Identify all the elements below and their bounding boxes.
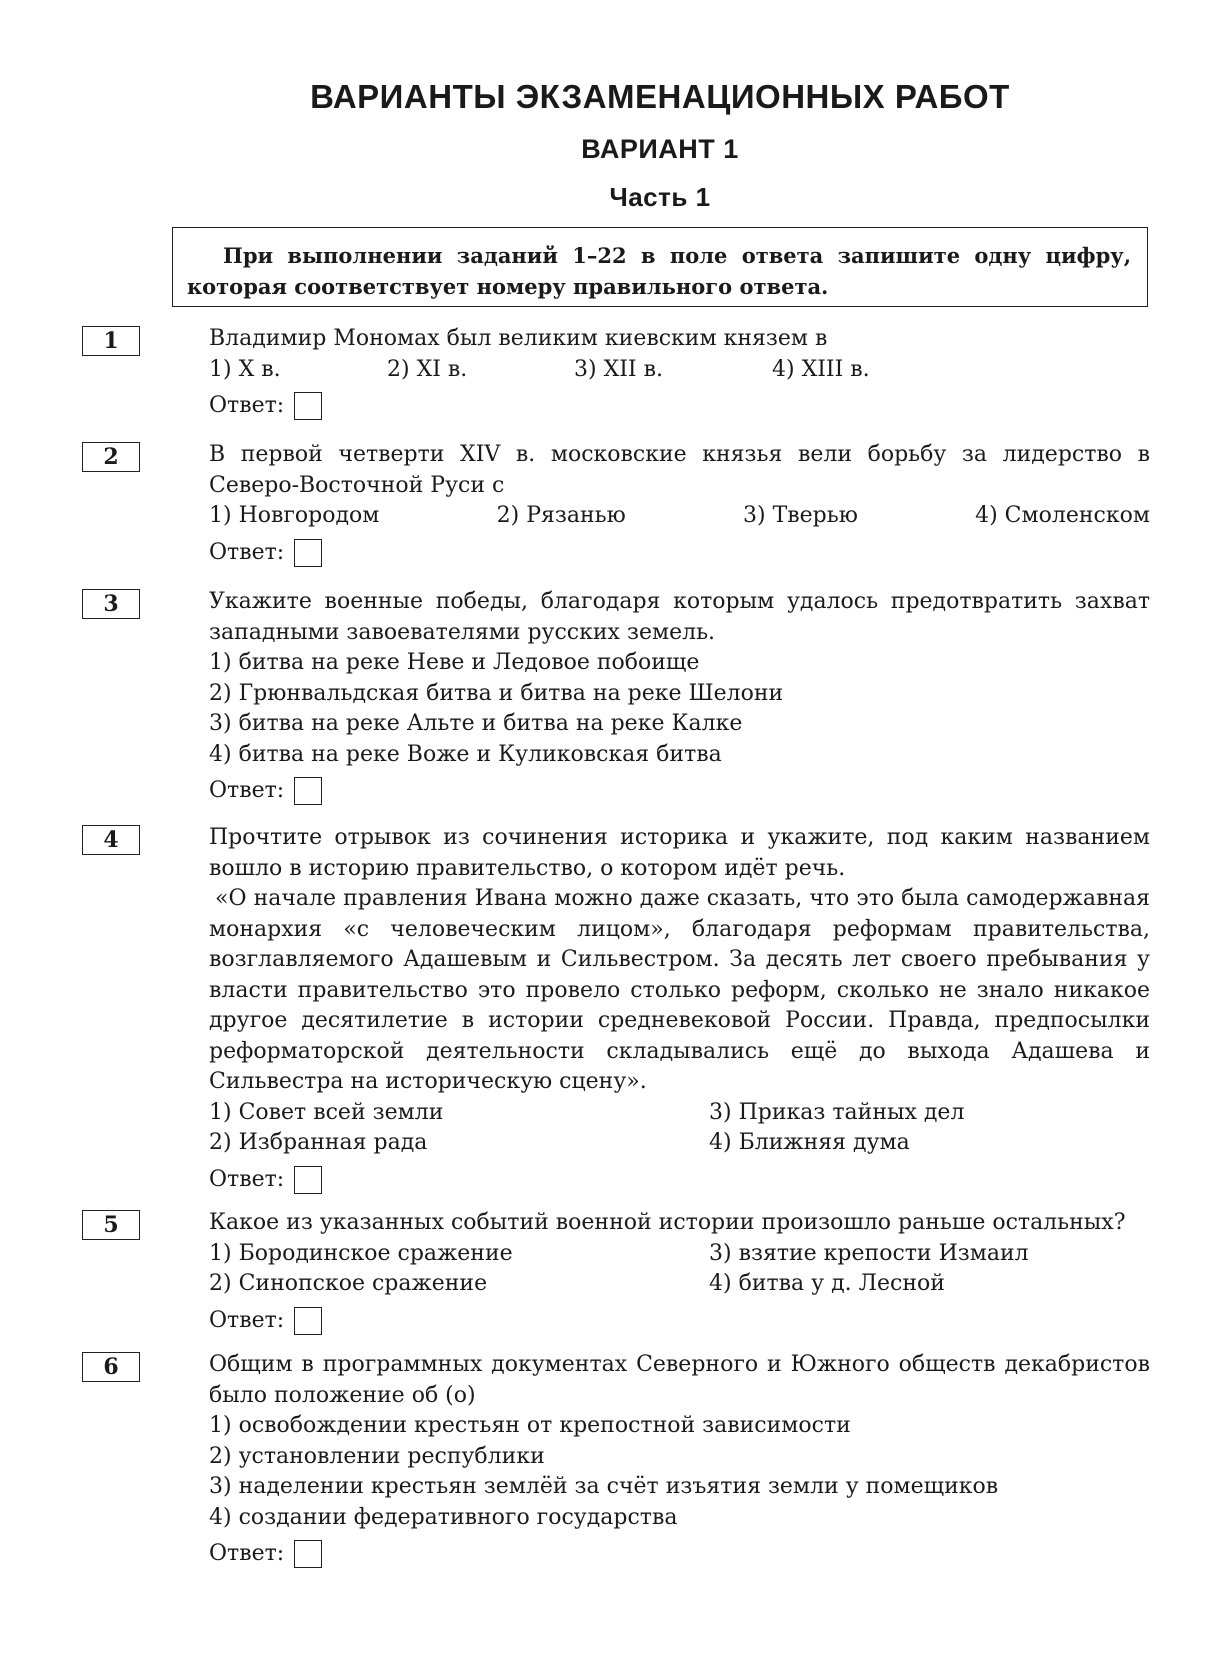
answer-row <box>209 538 1150 569</box>
option: 1) Новгородом <box>209 503 380 528</box>
answer-label: Ответ: <box>209 1166 285 1192</box>
instruction-box <box>172 227 1148 307</box>
answer-label: Ответ: <box>209 778 285 803</box>
task-number: 2 <box>82 442 140 472</box>
question-text: Владимир Мономах был великим киевским князем в <box>209 326 828 351</box>
question-text: Общим в программных документах Северного и Южного обществ декабристов было положение об (о) <box>209 1352 1150 1408</box>
answer-label: Ответ: <box>209 539 285 565</box>
options-row <box>209 501 1150 532</box>
answer-box[interactable] <box>294 1540 322 1568</box>
instruction-text: При выполнении заданий 1–22 в поле ответа запишите одну цифру, которая соответствует номеру правильного ответа. <box>187 243 1131 299</box>
option: 3) битва на реке Альте и битва на реке Калке <box>209 711 743 736</box>
answer-row <box>209 1306 1150 1337</box>
option: 1) Бородинское сражение <box>209 1240 513 1266</box>
task-number: 5 <box>82 1210 140 1240</box>
option: 1) Совет всей земли <box>209 1099 444 1125</box>
task-number: 4 <box>82 825 140 855</box>
option: 2) установлении республики <box>209 1443 545 1469</box>
task-number: 6 <box>82 1352 140 1382</box>
options-row <box>209 355 1150 386</box>
task-number: 1 <box>82 326 140 356</box>
question-text: Какое из указанных событий военной истории произошло раньше остальных? <box>209 1210 1126 1235</box>
answer-label: Ответ: <box>209 1541 285 1566</box>
task-body <box>209 823 1150 1195</box>
answer-row <box>209 1539 1150 1570</box>
option: 4) Ближняя дума <box>709 1130 910 1155</box>
option: 2) Грюнвальдская битва и битва на реке Шелони <box>209 680 784 706</box>
option: 3) XII в. <box>574 356 663 382</box>
option: 1) освобождении крестьян от крепостной зависимости <box>209 1413 851 1438</box>
answer-box[interactable] <box>294 539 322 567</box>
task-body <box>209 587 1150 807</box>
option: 3) наделении крестьян землёй за счёт изъятия земли у помещиков <box>209 1474 999 1499</box>
option: 4) создании федеративного государства <box>209 1504 678 1530</box>
option: 2) Избранная рада <box>209 1130 428 1155</box>
option: 1) битва на реке Неве и Ледовое побоище <box>209 650 700 675</box>
answer-box[interactable] <box>294 392 322 420</box>
answer-box[interactable] <box>294 1307 322 1335</box>
option: 1) X в. <box>209 356 281 382</box>
option: 4) Смоленском <box>975 503 1150 528</box>
options-grid <box>209 1239 1150 1300</box>
task-body <box>209 440 1150 568</box>
answer-row <box>209 776 1150 807</box>
task-number: 3 <box>82 589 140 619</box>
option: 2) Рязанью <box>496 503 626 528</box>
variant-heading: ВАРИАНТ 1 <box>581 134 739 164</box>
option: 4) XIII в. <box>772 356 870 382</box>
historian-quote: «О начале правления Ивана можно даже сказать, что это была самодержавная монархия «с человеческим лицом», благодаря реформам правительства, возглавляемого Адашевым и Сильвестром. За десять лет своего пребывания у власти правительство это провело столько реформ, сколько не знало никакое другое десятилетие в истории средневековой России. Правда, предпосылки реформаторской деятельности складывались ещё до выхода Адашева и Сильвестра на историческую сцену». <box>209 886 1150 1094</box>
task-body <box>209 324 1150 422</box>
page-title: ВАРИАНТЫ ЭКЗАМЕНАЦИОННЫХ РАБОТ <box>310 78 1010 115</box>
answer-row <box>209 1165 1150 1196</box>
option: 3) Тверью <box>743 503 858 528</box>
part-heading: Часть 1 <box>609 182 711 212</box>
answer-label: Ответ: <box>209 1307 285 1333</box>
option: 3) взятие крепости Измаил <box>709 1240 1029 1266</box>
answer-box[interactable] <box>294 777 322 805</box>
task-body <box>209 1350 1150 1570</box>
option: 4) битва на реке Воже и Куликовская битва <box>209 741 722 767</box>
answer-row <box>209 391 1150 422</box>
question-text: Прочтите отрывок из сочинения историка и укажите, под каким названием вошло в историю правительство, о котором идёт речь. <box>209 825 1150 881</box>
option: 2) Синопское сражение <box>209 1271 488 1296</box>
answer-label: Ответ: <box>209 393 285 418</box>
question-text: Укажите военные победы, благодаря которым удалось предотвратить захват западными завоевателями русских земель. <box>209 589 1150 645</box>
option: 3) Приказ тайных дел <box>709 1099 965 1125</box>
options-grid <box>209 1098 1150 1159</box>
question-text: В первой четверти XIV в. московские князья вели борьбу за лидерство в Северо-Восточной Руси с <box>209 442 1150 498</box>
task-body <box>209 1208 1150 1336</box>
option: 4) битва у д. Лесной <box>709 1271 945 1296</box>
option: 2) XI в. <box>387 356 468 382</box>
answer-box[interactable] <box>294 1166 322 1194</box>
